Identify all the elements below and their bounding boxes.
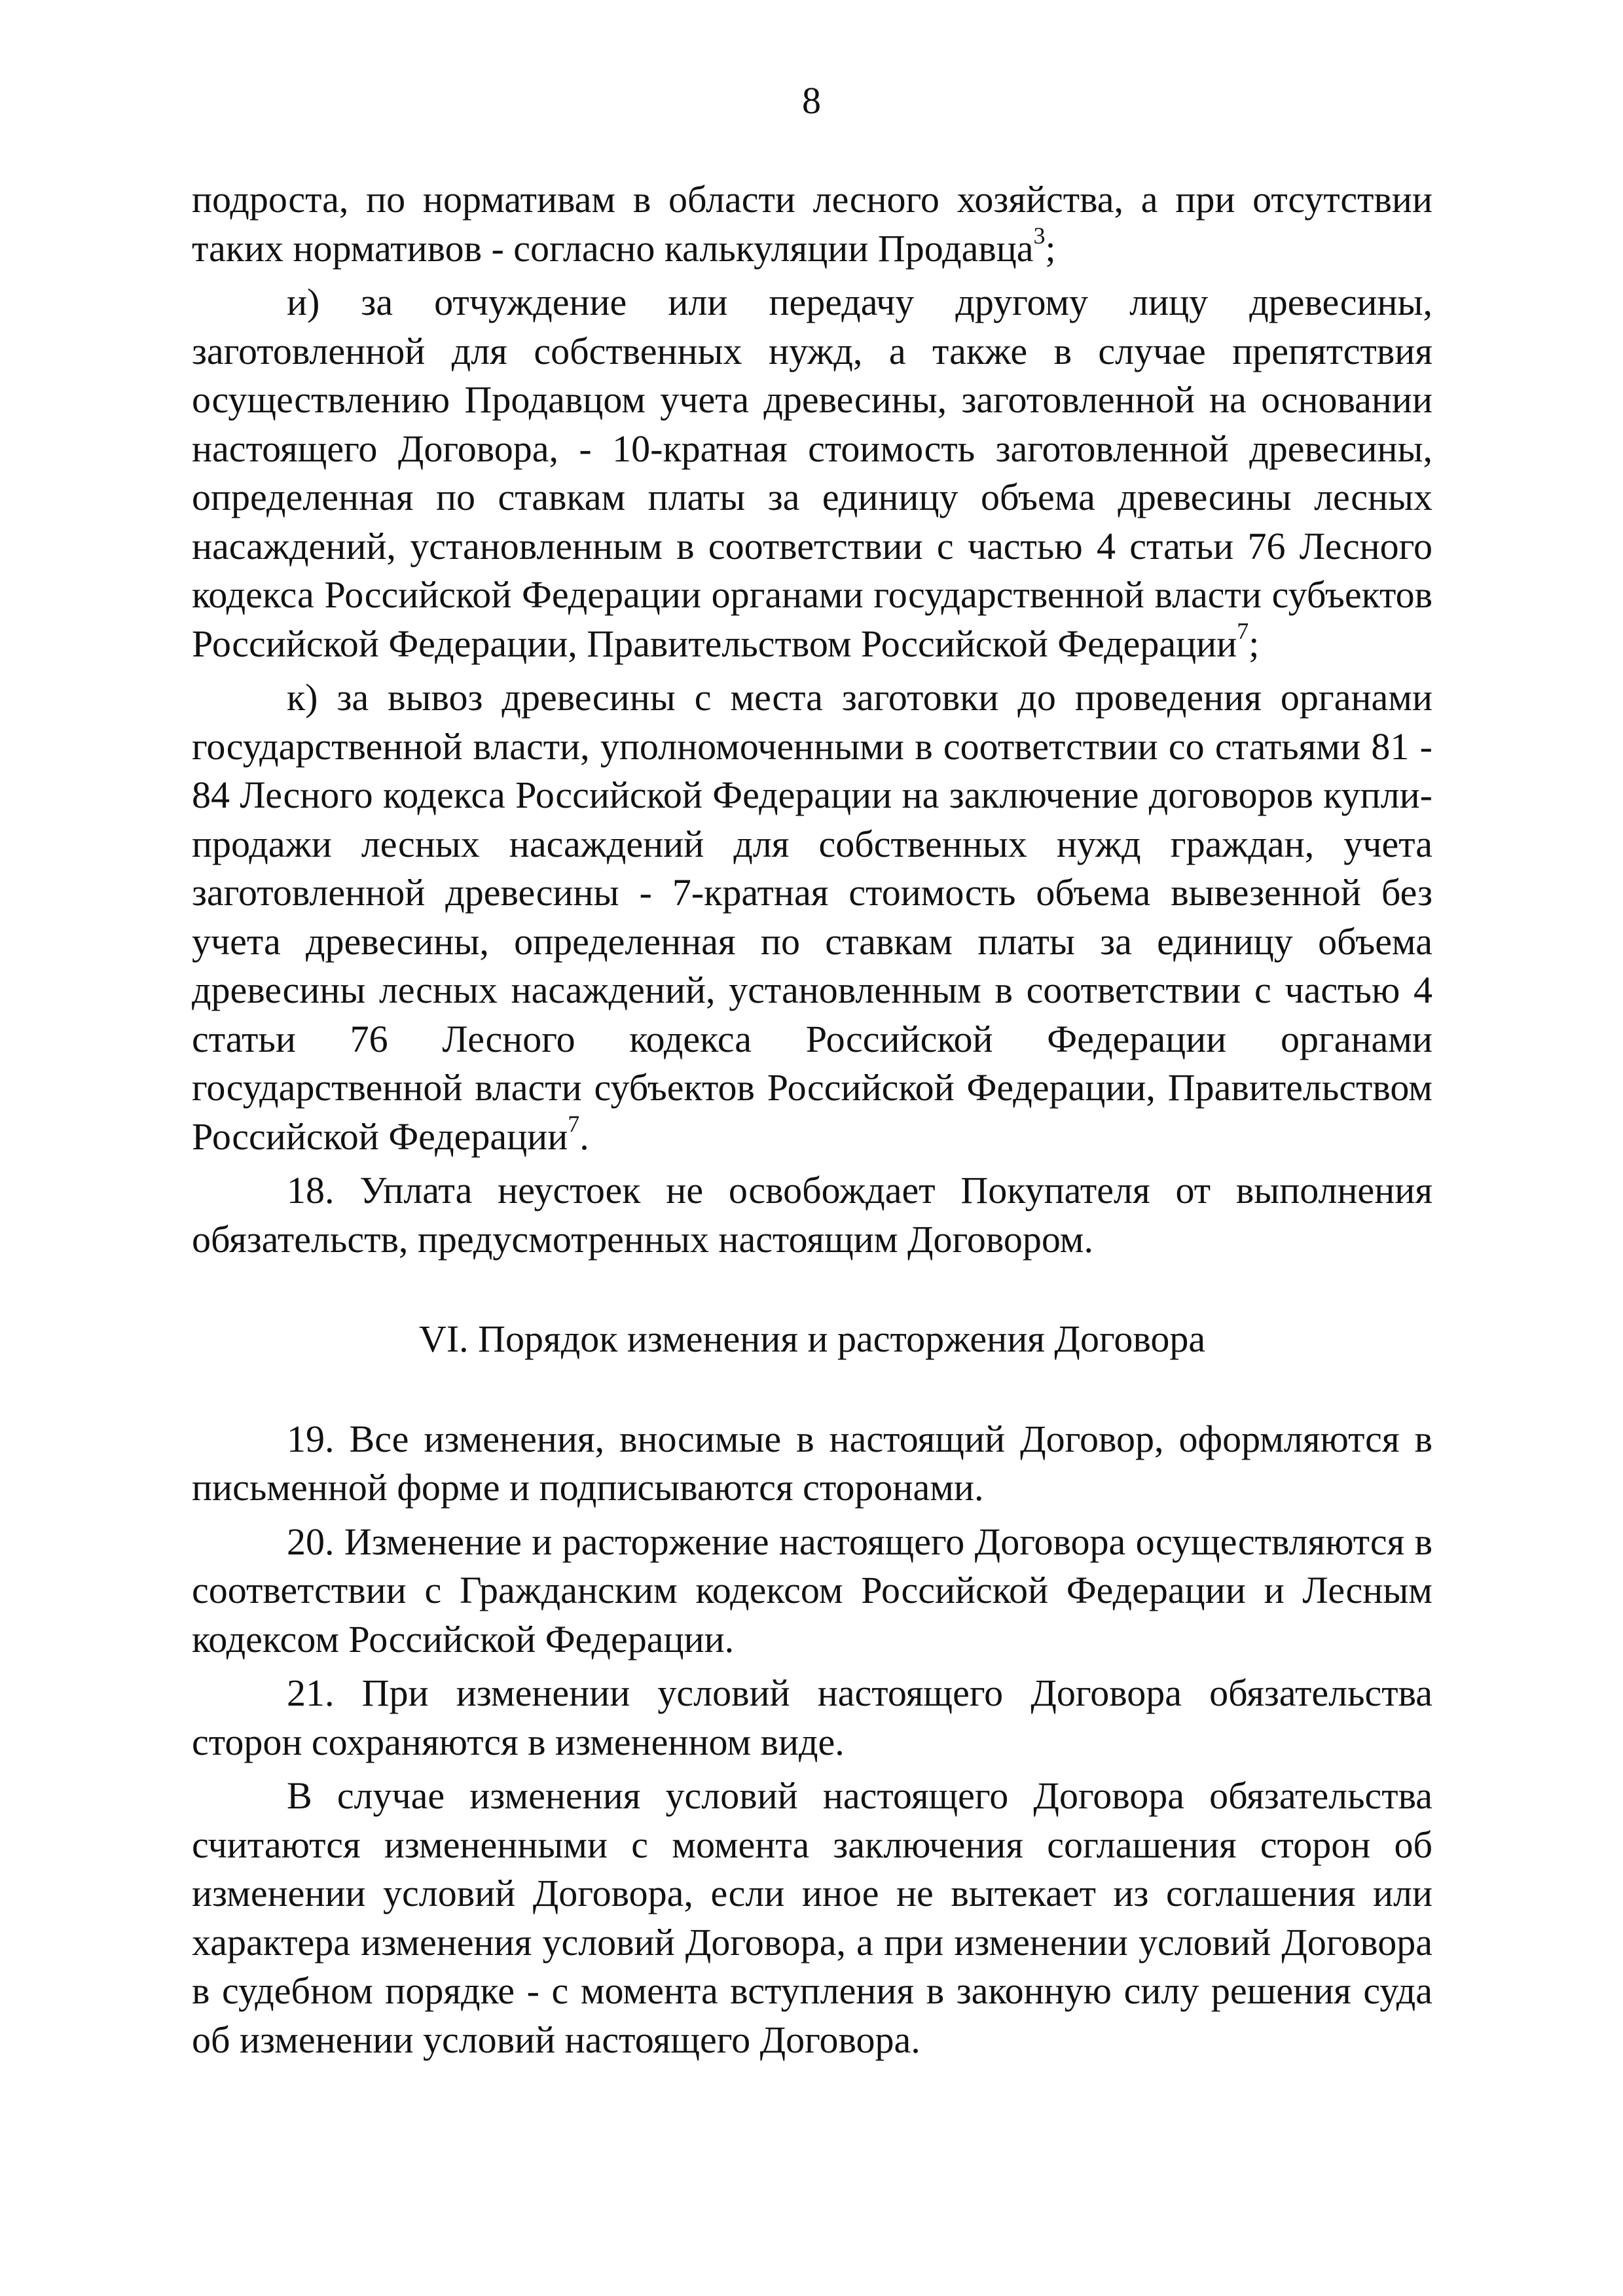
paragraph-19: 19. Все изменения, вносимые в настоящий Договор, оформляются в письменной форме и подписываются сторонами. [192,1417,1432,1509]
paragraph-item-k [192,673,1432,1161]
footnote-ref: 7 [568,1111,580,1138]
paragraph-20: 20. Изменение и расторжение настоящего Договора осуществляются в соответствии с Гражданским кодексом Российской Федерации и Лесным кодексом Российской Федерации. [192,1520,1432,1660]
page-number: 8 [802,79,821,122]
paragraph-text: к) за вывоз древесины с места заготовки до проведения органами государственной власти, уполномоченными в соответствии со статьями 81 - 84 Лесного кодекса Российской Федерации на заключение договоров купли-продажи лесных насаждений для собственных нужд граждан, учета заготовленной древесины - 7-кратная стоимость объема вывезенной без учета древесины, определенная по ставкам платы за единицу объема древесины лесных насаждений, установленным в соответствии с частью 4 статьи 76 Лесного кодекса Российской Федерации органами государственной власти субъектов Российской Федерации, Правительством Российской Федерации [192,676,1432,1158]
paragraph-item-i [192,278,1432,668]
paragraph-21: 21. При изменении условий настоящего Договора обязательства сторон сохраняются в измененном виде. [192,1672,1432,1763]
footnote-ref: 7 [1237,618,1249,645]
footnote-ref: 3 [1033,223,1046,249]
paragraph-21-continued: В случае изменения условий настоящего Договора обязательства считаются измененными с момента заключения соглашения сторон об изменении условий Договора, если иное не вытекает из соглашения или характера изменения условий Договора, а при изменении условий Договора в судебном порядке - с момента вступления в законную силу решения суда об изменении условий настоящего Договора. [192,1774,1432,2061]
paragraph-18: 18. Уплата неустоек не освобождает Покупателя от выполнения обязательств, предусмотренных настоящим Договором. [192,1169,1432,1261]
paragraph-punct: ; [1249,622,1260,665]
section-title: VI. Порядок изменения и расторжения Договора [418,1318,1206,1360]
paragraph-continuation [192,175,1432,273]
paragraph-text: и) за отчуждение или передачу другому лицу древесины, заготовленной для собственных нужд, а также в случае препятствия осуществлению Продавцом учета древесины, заготовленной на основании настоящего Договора, - 10-кратная стоимость заготовленной древесины, определенная по ставкам платы за единицу объема древесины лесных насаждений, установленным в соответствии с частью 4 статьи 76 Лесного кодекса Российской Федерации органами государственной власти субъектов Российской Федерации, Правительством Российской Федерации [192,281,1432,665]
document-body [192,175,1432,2064]
paragraph-text: подроста, по нормативам в области лесного хозяйства, а при отсутствии таких нормативов - согласно калькуляции Продавца [192,178,1432,270]
paragraph-punct: . [579,1115,589,1158]
paragraph-punct: ; [1045,226,1056,270]
